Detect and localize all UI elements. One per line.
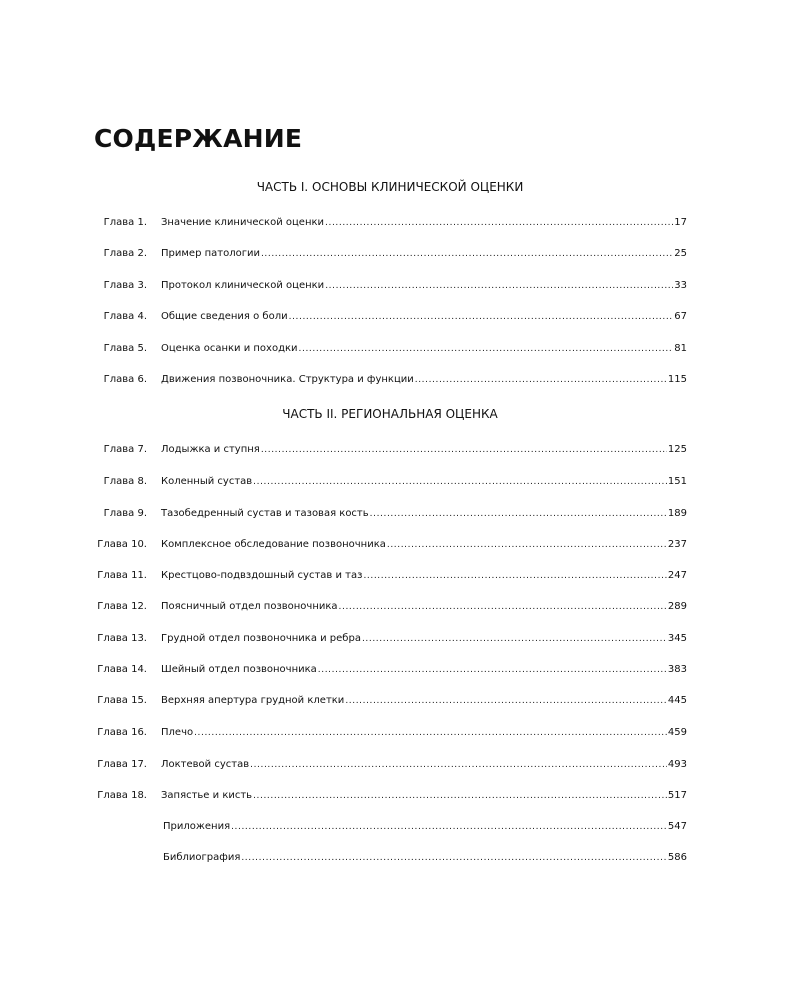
entry-line — [161, 661, 687, 679]
dot-leader — [339, 598, 667, 616]
chapter-title: Крестцово-подвздошный сустав и таз — [161, 570, 363, 581]
page-number: 81 — [674, 343, 687, 354]
toc-entry[interactable] — [0, 245, 800, 263]
entry-line — [161, 756, 687, 774]
chapter-title: Лодыжка и ступня — [161, 444, 260, 455]
page-number: 445 — [667, 695, 687, 706]
dot-leader — [415, 371, 667, 389]
toc-entry[interactable] — [0, 661, 800, 679]
entry-line — [161, 245, 687, 263]
toc-entry[interactable] — [0, 441, 800, 459]
page-number: 189 — [667, 508, 687, 519]
dot-leader — [261, 441, 667, 459]
entry-line — [161, 214, 687, 232]
dot-leader — [253, 473, 667, 491]
chapter-title: Пример патологии — [161, 248, 260, 259]
entry-line — [161, 630, 687, 648]
page-number: 289 — [667, 601, 687, 612]
chapter-title: Поясничный отдел позвоночника — [161, 601, 338, 612]
chapter-title: Локтевой сустав — [161, 759, 250, 770]
toc-entry[interactable] — [0, 505, 800, 523]
chapter-title: Комплексное обследование позвоночника — [161, 539, 386, 550]
chapter-number: Глава 16. — [97, 727, 147, 738]
dot-leader — [261, 245, 673, 263]
chapter-number: Глава 5. — [103, 343, 147, 354]
chapter-title: Оценка осанки и походки — [161, 343, 298, 354]
dot-leader — [318, 661, 667, 679]
toc-entry[interactable] — [0, 214, 800, 232]
entry-line — [161, 787, 687, 805]
chapter-title: Шейный отдел позвоночника — [161, 664, 317, 675]
toc-entry[interactable] — [0, 692, 800, 710]
toc-entry[interactable] — [0, 567, 800, 585]
page-number: 237 — [667, 539, 687, 550]
page-number: 547 — [667, 821, 687, 832]
page-number: 345 — [667, 633, 687, 644]
page-number: 586 — [667, 852, 687, 863]
dot-leader — [299, 340, 674, 358]
entry-line — [161, 692, 687, 710]
toc-entry[interactable] — [0, 787, 800, 805]
chapter-title: Плечо — [161, 727, 194, 738]
chapter-number: Глава 4. — [103, 311, 147, 322]
entry-line — [161, 567, 687, 585]
toc-entry[interactable] — [0, 724, 800, 742]
entry-line — [161, 441, 687, 459]
entry-line — [161, 340, 687, 358]
dot-leader — [363, 567, 666, 585]
entry-line — [161, 536, 687, 554]
page-number: 493 — [667, 759, 687, 770]
toc-entry[interactable] — [0, 371, 800, 389]
chapter-title: Грудной отдел позвоночника и ребра — [161, 633, 361, 644]
part-heading: ЧАСТЬ II. РЕГИОНАЛЬНАЯ ОЦЕНКА — [282, 407, 498, 421]
chapter-title: Общие сведения о боли — [161, 311, 288, 322]
chapter-number: Глава 12. — [97, 601, 147, 612]
toc-entry[interactable] — [0, 308, 800, 326]
page-number: 17 — [674, 217, 687, 228]
chapter-number: Глава 9. — [103, 508, 147, 519]
dot-leader — [250, 756, 667, 774]
entry-line — [161, 724, 687, 742]
chapter-number: Глава 1. — [103, 217, 147, 228]
chapter-number: Глава 8. — [103, 476, 147, 487]
entry-line — [163, 849, 687, 867]
appendix-title: Библиография — [163, 852, 241, 863]
page-number: 459 — [667, 727, 687, 738]
chapter-number: Глава 18. — [97, 790, 147, 801]
chapter-title: Значение клинической оценки — [161, 217, 325, 228]
chapter-number: Глава 3. — [103, 280, 147, 291]
entry-line — [161, 473, 687, 491]
entry-line — [163, 818, 687, 836]
chapter-title: Протокол клинической оценки — [161, 280, 325, 291]
page-number: 383 — [667, 664, 687, 675]
chapter-number: Глава 17. — [97, 759, 147, 770]
page-number: 67 — [674, 311, 687, 322]
toc-entry[interactable] — [0, 536, 800, 554]
page-number: 115 — [667, 374, 687, 385]
dot-leader — [231, 818, 667, 836]
toc-entry[interactable] — [0, 630, 800, 648]
dot-leader — [345, 692, 667, 710]
toc-entry[interactable] — [0, 756, 800, 774]
dot-leader — [325, 277, 673, 295]
toc-entry[interactable] — [0, 598, 800, 616]
chapter-number: Глава 11. — [97, 570, 147, 581]
dot-leader — [387, 536, 667, 554]
page-number: 151 — [667, 476, 687, 487]
chapter-title: Движения позвоночника. Структура и функции — [161, 374, 414, 385]
page-title: СОДЕРЖАНИЕ — [94, 124, 303, 153]
chapter-number: Глава 2. — [103, 248, 147, 259]
toc-entry[interactable] — [0, 277, 800, 295]
toc-entry[interactable] — [0, 473, 800, 491]
chapter-title: Тазобедренный сустав и тазовая кость — [161, 508, 369, 519]
chapter-title: Верхняя апертура грудной клетки — [161, 695, 345, 706]
dot-leader — [370, 505, 667, 523]
page-number: 25 — [674, 248, 687, 259]
dot-leader — [289, 308, 674, 326]
toc-entry[interactable] — [0, 340, 800, 358]
chapter-number: Глава 6. — [103, 374, 147, 385]
dot-leader — [194, 724, 667, 742]
page-number: 125 — [667, 444, 687, 455]
dot-leader — [362, 630, 667, 648]
entry-line — [161, 598, 687, 616]
page-number: 517 — [667, 790, 687, 801]
toc-entry-bibliography[interactable] — [0, 849, 800, 867]
entry-line — [161, 505, 687, 523]
toc-entry-appendices[interactable] — [0, 818, 800, 836]
page-number: 33 — [674, 280, 687, 291]
chapter-number: Глава 10. — [97, 539, 147, 550]
chapter-number: Глава 13. — [97, 633, 147, 644]
chapter-number: Глава 7. — [103, 444, 147, 455]
page-number: 247 — [667, 570, 687, 581]
entry-line — [161, 308, 687, 326]
part-heading: ЧАСТЬ I. ОСНОВЫ КЛИНИЧЕСКОЙ ОЦЕНКИ — [256, 180, 524, 194]
chapter-number: Глава 14. — [97, 664, 147, 675]
entry-line — [161, 371, 687, 389]
chapter-number: Глава 15. — [97, 695, 147, 706]
dot-leader — [253, 787, 667, 805]
appendix-title: Приложения — [163, 821, 231, 832]
dot-leader — [325, 214, 673, 232]
dot-leader — [241, 849, 667, 867]
chapter-title: Коленный сустав — [161, 476, 253, 487]
chapter-title: Запястье и кисть — [161, 790, 253, 801]
entry-line — [161, 277, 687, 295]
